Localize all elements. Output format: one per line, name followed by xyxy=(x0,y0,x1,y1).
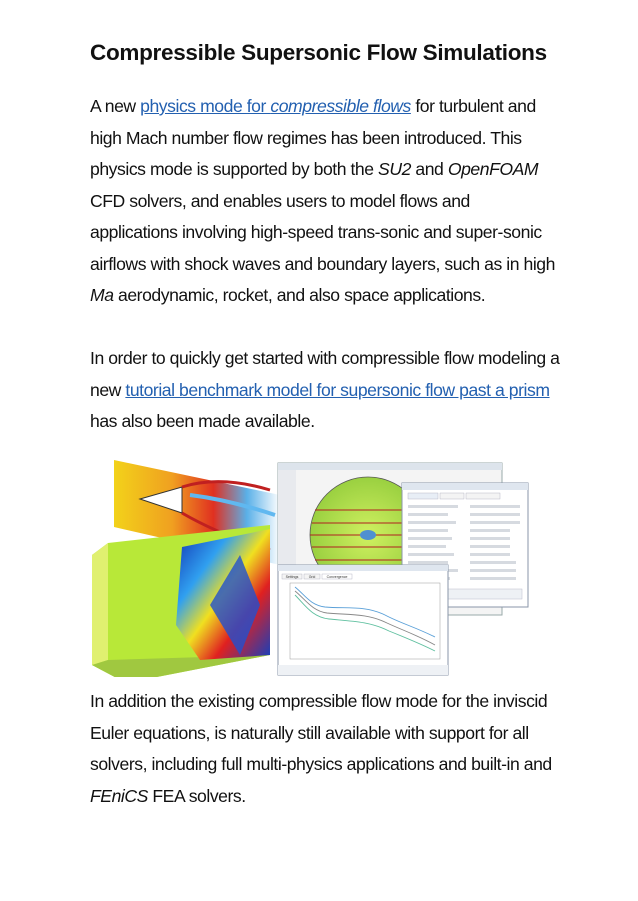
text: In order to quickly get started with compressible flow modeling a new xyxy=(90,348,560,400)
text: and xyxy=(410,159,448,179)
text: aerodynamic, rocket, and also space applications. xyxy=(113,285,486,305)
tutorial-benchmark-link[interactable]: tutorial benchmark model for supersonic flow past a prism xyxy=(125,379,550,400)
text: has also been made available. xyxy=(90,411,315,431)
collage-svg xyxy=(90,455,530,677)
fenics-term: FEniCS xyxy=(90,785,148,806)
text: CFD solvers, and enables users to model flows and applications involving high-speed trans-sonic and super-sonic airflows with shock waves and boundary layers, such as in high xyxy=(90,190,555,274)
link-text: physics mode for xyxy=(140,96,271,116)
ma-term: Ma xyxy=(90,285,114,305)
text: In addition the existing compressible flow mode for the inviscid Euler equations, is naturally still available with support for all solvers, including full multi-physics applications and built-in and xyxy=(90,691,552,774)
intro-paragraph xyxy=(90,91,560,312)
3d-shock-block xyxy=(92,525,270,677)
convergence-window xyxy=(278,565,448,675)
tab-settings: Settings xyxy=(285,575,299,579)
text: for turbulent and high Mach number flow regimes has been introduced. This physics mode is supported by both the xyxy=(90,96,536,179)
text: A new xyxy=(90,96,141,116)
euler-paragraph xyxy=(90,686,560,812)
simulation-collage-image xyxy=(90,455,530,677)
openfoam-term: OpenFOAM xyxy=(447,159,539,179)
compressible-flows-link[interactable] xyxy=(140,96,411,116)
tutorial-paragraph xyxy=(90,343,560,438)
link-text-italic: compressible flows xyxy=(270,96,411,116)
tab-convergence: Convergence xyxy=(326,575,348,579)
tab-grid: Grid xyxy=(308,575,316,579)
page-title: Compressible Supersonic Flow Simulations xyxy=(90,40,547,65)
su2-term: SU2 xyxy=(378,159,411,179)
text: FEA solvers. xyxy=(147,785,246,806)
